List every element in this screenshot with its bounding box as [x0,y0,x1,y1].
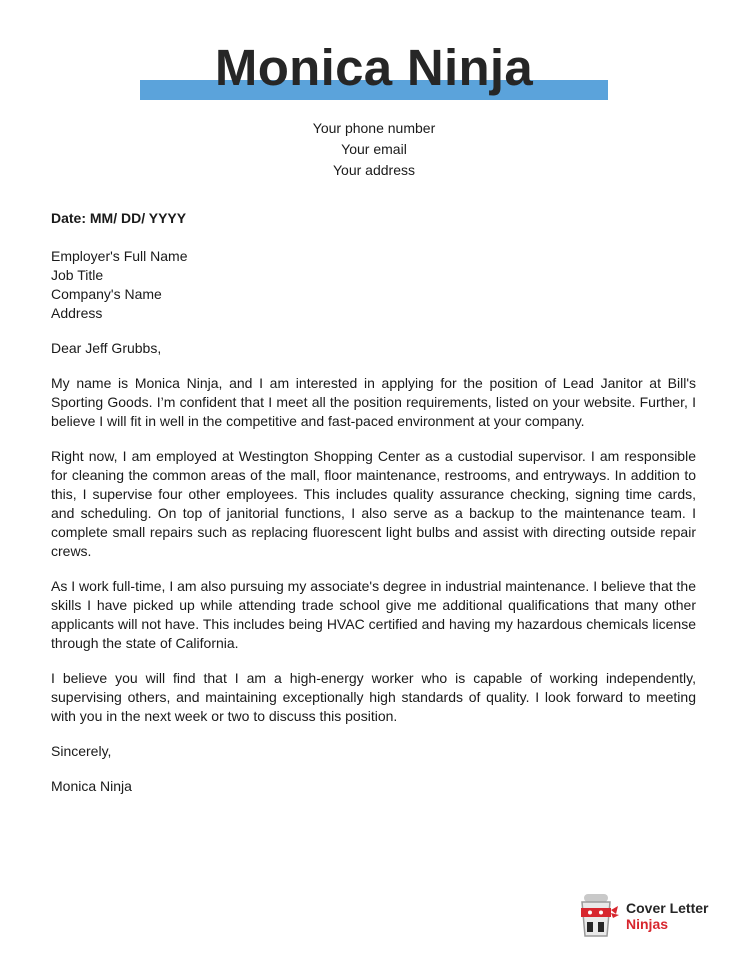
applicant-name: Monica Ninja [214,39,534,96]
phone: Your phone number [312,120,436,136]
recipient-name: Employer's Full Name [51,248,188,264]
letter-body [51,209,696,796]
ninja-mascot-icon [576,890,620,940]
letter-date: Date: MM/ DD/ YYYY [51,210,187,226]
paragraph: My name is Monica Ninja, and I am interested in applying for the position of Lead Janitor at Bill's Sporting Goods. I’m confident that I meet all the position requirements, listed on your website. Further, I believe I will fit in well in the competitive and fast-paced environment at your company. [51,375,696,429]
logo-line1: Cover Letter [626,900,709,916]
salutation: Dear Jeff Grubbs, [51,340,162,356]
recipient-block [51,247,696,323]
logo-text [626,900,708,932]
address: Your address [333,162,415,178]
signature: Monica Ninja [51,778,132,794]
recipient-title: Job Title [51,267,104,283]
contact-block [0,118,748,181]
brand-logo [576,890,726,940]
paragraph: I believe you will find that I am a high-energy worker who is capable of working independently, supervising others, and maintaining exceptionally high standards of quality. I look forward to meeting with you in the next week or two to discuss this position. [51,670,696,724]
recipient-address: Address [51,305,103,321]
paragraph: As I work full-time, I am also pursuing my associate's degree in industrial maintenance. I believe that the skills I have picked up while attending trade school give me additional qualifications that many other applicants will not have. This includes being HVAC certified and having my hazardous chemicals license through the state of California. [51,578,696,651]
closing: Sincerely, [51,743,112,759]
recipient-company: Company's Name [51,286,162,302]
logo-line2: Ninjas [626,916,669,932]
paragraph: Right now, I am employed at Westington Shopping Center as a custodial supervisor. I am responsible for cleaning the common areas of the mall, floor maintenance, restrooms, and entryways. In addition to this, I supervise four other employees. This includes quality assurance checking, signing time cards, and scheduling. On top of janitorial functions, I also serve as a backup to the maintenance team. I complete small repairs such as replacing fluorescent light bulbs and assist with directing outside repair crews. [51,448,696,559]
email: Your email [341,141,407,157]
